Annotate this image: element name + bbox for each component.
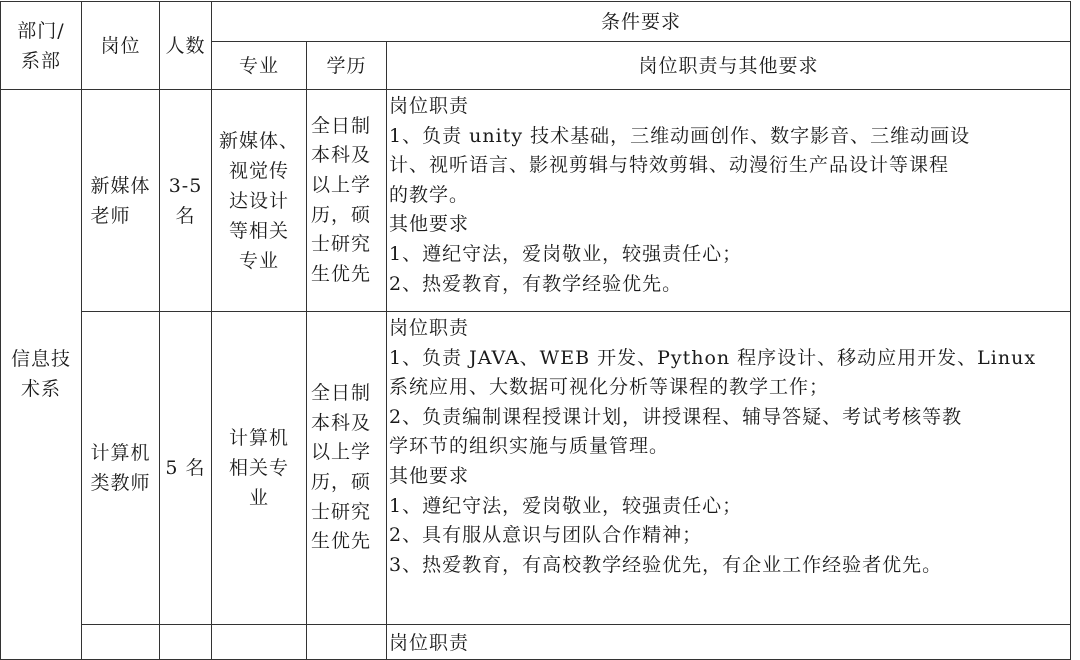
header-conditions: 条件要求 xyxy=(212,2,1071,42)
education-line: 全日制 xyxy=(311,382,372,405)
major-line: 专业 xyxy=(238,249,279,272)
duty-line: 2、热爱教育，有教学经验优先。 xyxy=(389,272,683,295)
department-line2: 术系 xyxy=(20,378,61,401)
education-line: 以上学 xyxy=(311,173,372,196)
major-line: 达设计 xyxy=(228,189,289,212)
major-cell xyxy=(212,312,307,625)
position-cell xyxy=(82,625,160,660)
duty-line: 计、视听语言、影视剪辑与特效剪辑、动漫衍生产品设计等课程 xyxy=(389,154,950,177)
major-line: 新媒体、 xyxy=(218,129,299,152)
duty-line: 岗位职责 xyxy=(389,95,470,117)
duty-line: 2、具有服从意识与团队合作精神； xyxy=(389,524,703,547)
major-cell xyxy=(212,625,307,660)
count-cell xyxy=(160,312,212,625)
position-line2: 类教师 xyxy=(90,472,151,494)
education-line: 生优先 xyxy=(311,262,372,285)
table-row xyxy=(1,312,1071,625)
header-position: 岗位 xyxy=(82,2,160,90)
header-major: 专业 xyxy=(212,42,307,90)
education-cell xyxy=(307,90,387,312)
education-line: 士研究 xyxy=(311,500,372,523)
header-department-line1: 部门/ xyxy=(17,19,65,42)
header-education: 学历 xyxy=(307,42,387,90)
education-line: 本科及 xyxy=(311,411,372,434)
duty-line: 1、遵纪守法，爱岗敬业，较强责任心； xyxy=(389,242,743,265)
recruitment-table xyxy=(0,1,1071,660)
duty-line: 的教学。 xyxy=(389,183,470,206)
count-cell xyxy=(160,90,212,312)
major-line: 计算机 xyxy=(228,427,289,449)
count-line1: 5 名 xyxy=(165,457,206,479)
duty-cell xyxy=(387,90,1071,312)
major-line: 等相关 xyxy=(228,219,289,242)
count-line2: 名 xyxy=(175,204,196,227)
header-duties: 岗位职责与其他要求 xyxy=(387,42,1071,90)
position-line1: 计算机 xyxy=(90,442,151,464)
count-line1: 3-5 xyxy=(168,174,203,197)
education-line: 历，硕 xyxy=(311,203,372,226)
major-line: 相关专 xyxy=(228,457,289,479)
major-line: 业 xyxy=(248,487,269,509)
major-line: 视觉传 xyxy=(228,159,289,182)
department-line1: 信息技 xyxy=(10,348,71,371)
duty-line: 学环节的组织实施与质量管理。 xyxy=(389,435,670,458)
duty-cell xyxy=(387,625,1071,660)
duty-line: 其他要求 xyxy=(389,464,470,487)
education-cell xyxy=(307,625,387,660)
duty-line-cutoff: 岗位职责 xyxy=(389,632,470,654)
duty-line: 系统应用、大数据可视化分析等课程的教学工作； xyxy=(389,376,830,399)
education-line: 以上学 xyxy=(311,441,372,464)
education-line: 历，硕 xyxy=(311,471,372,493)
education-line: 士研究 xyxy=(311,233,372,256)
position-cell xyxy=(82,90,160,312)
table-row-partial xyxy=(1,625,1071,660)
education-line: 全日制 xyxy=(311,114,372,137)
duty-cell xyxy=(387,312,1071,625)
position-line2: 老师 xyxy=(90,204,131,227)
duty-line: 1、遵纪守法，爱岗敬业，较强责任心； xyxy=(389,494,743,517)
duty-line: 岗位职责 xyxy=(389,317,470,339)
major-cell xyxy=(212,90,307,312)
header-department xyxy=(1,2,82,90)
duty-line: 1、负责 JAVA、WEB 开发、Python 程序设计、移动应用开发、Linux xyxy=(389,346,1037,369)
duty-line: 3、热爱教育，有高校教学经验优先，有企业工作经验者优先。 xyxy=(389,553,943,576)
position-line1: 新媒体 xyxy=(90,174,151,197)
header-row-1 xyxy=(1,2,1071,42)
education-line: 生优先 xyxy=(311,530,372,553)
duty-line: 其他要求 xyxy=(389,213,470,236)
header-department-line2: 系部 xyxy=(20,49,61,72)
duty-line: 1、负责 unity 技术基础，三维动画创作、数字影音、三维动画设 xyxy=(389,124,971,147)
education-line: 本科及 xyxy=(311,144,372,167)
department-cell xyxy=(1,90,82,660)
duty-line: 2、负责编制课程授课计划，讲授课程、辅导答疑、考试考核等教 xyxy=(389,405,963,428)
count-cell xyxy=(160,625,212,660)
education-cell xyxy=(307,312,387,625)
header-count: 人数 xyxy=(160,2,212,90)
table-row xyxy=(1,90,1071,312)
position-cell xyxy=(82,312,160,625)
